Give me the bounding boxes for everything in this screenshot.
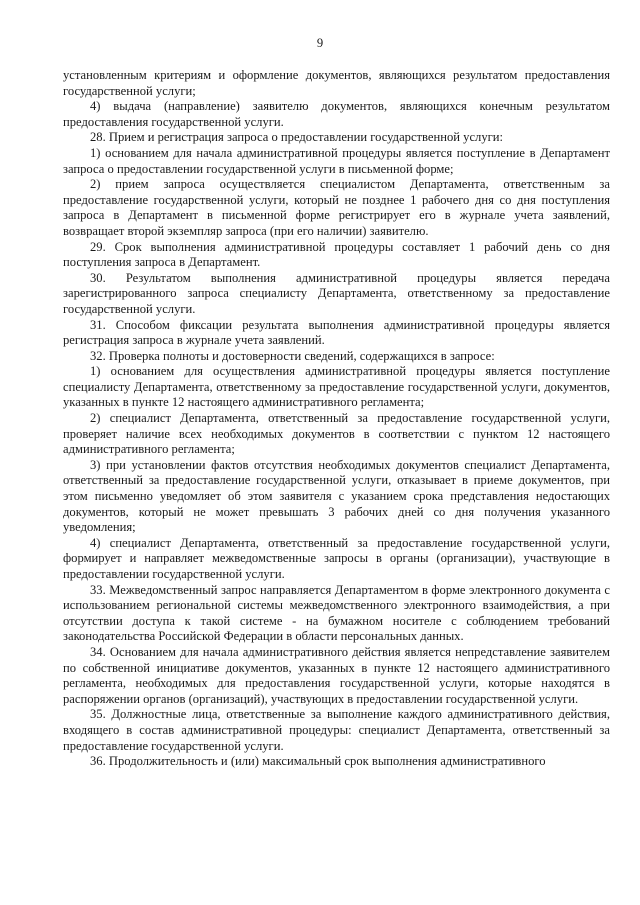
paragraph: 36. Продолжительность и (или) максимальный срок выполнения административного	[90, 754, 546, 769]
paragraph: 35. Должностные лица, ответственные за выполнение каждого административного действия, входящего в состав административной процедуры: специалист Департамента, ответственный за предоставление государственной услуги.	[63, 707, 610, 753]
paragraph: 33. Межведомственный запрос направляется Департаментом в форме электронного документа с использованием региональной системы межведомственного электронного взаимодействия, а при отсутствии доступа к такой системе - на бумажном носителе с соблюдением требований законодательства Российской Федерации в области персональных данных.	[63, 582, 610, 644]
paragraph: 4) выдача (направление) заявителю документов, являющихся конечным результатом предоставления государственной услуги.	[63, 99, 610, 129]
document-body	[63, 68, 610, 770]
paragraph: 2) прием запроса осуществляется специалистом Департамента, ответственным за предоставление государственной услуги, который не позднее 1 рабочего дня со дня поступления запроса в Департамент в письменной форме регистрирует его в журнале учета заявлений, возвращает второй экземпляр запроса (при его наличии) заявителю.	[63, 177, 610, 238]
paragraph: 2) специалист Департамента, ответственный за предоставление государственной услуги, проверяет наличие всех необходимых документов в соответствии с пунктом 12 настоящего административного регламента;	[63, 411, 610, 457]
paragraph: 1) основанием для осуществления административной процедуры является поступление специалисту Департамента, ответственному за предоставление государственной услуги, документов, указанных в пункте 12 настоящего административного регламента;	[63, 364, 610, 410]
paragraph: 34. Основанием для начала административного действия является непредставление заявителем по собственной инициативе документов, указанных в пункте 12 настоящего административного регламента, необходимых для предоставления государственной услуги, которые находятся в распоряжении органов (организаций), участвующих в предоставлении государственной услуги.	[63, 644, 610, 706]
paragraph: 28. Прием и регистрация запроса о предоставлении государственной услуги:	[90, 130, 504, 145]
paragraph: 31. Способом фиксации результата выполнения административной процедуры является регистрация запроса в журнале учета заявлений.	[63, 317, 610, 348]
paragraph: установленным критериям и оформление документов, являющихся результатом предоставления государственной услуги;	[63, 68, 610, 98]
paragraph: 32. Проверка полноты и достоверности сведений, содержащихся в запросе:	[90, 348, 495, 363]
paragraph: 29. Срок выполнения административной процедуры составляет 1 рабочий день со дня поступления запроса в Департамент.	[63, 239, 610, 270]
paragraph: 3) при установлении фактов отсутствия необходимых документов специалист Департамента, ответственный за предоставление государственной услуги, отказывает в приеме документов, при этом письменно уведомляет об этом заявителя с указанием срока представления недостающих документов, который не может превышать 3 рабочих дней со дня получения указанного уведомления;	[63, 457, 610, 535]
paragraph: 4) специалист Департамента, ответственный за предоставление государственной услуги, формирует и направляет межведомственные запросы в органы (организации), участвующие в предоставлении государственной услуги.	[63, 535, 610, 581]
paragraph: 30. Результатом выполнения административной процедуры является передача зарегистрированного запроса специалисту Департамента, ответственному за предоставление государственной услуги.	[63, 270, 610, 316]
paragraph: 1) основанием для начала административной процедуры является поступление в Департамент запроса о предоставлении государственной услуги в письменной форме;	[63, 145, 610, 176]
page-number: 9	[316, 36, 324, 50]
